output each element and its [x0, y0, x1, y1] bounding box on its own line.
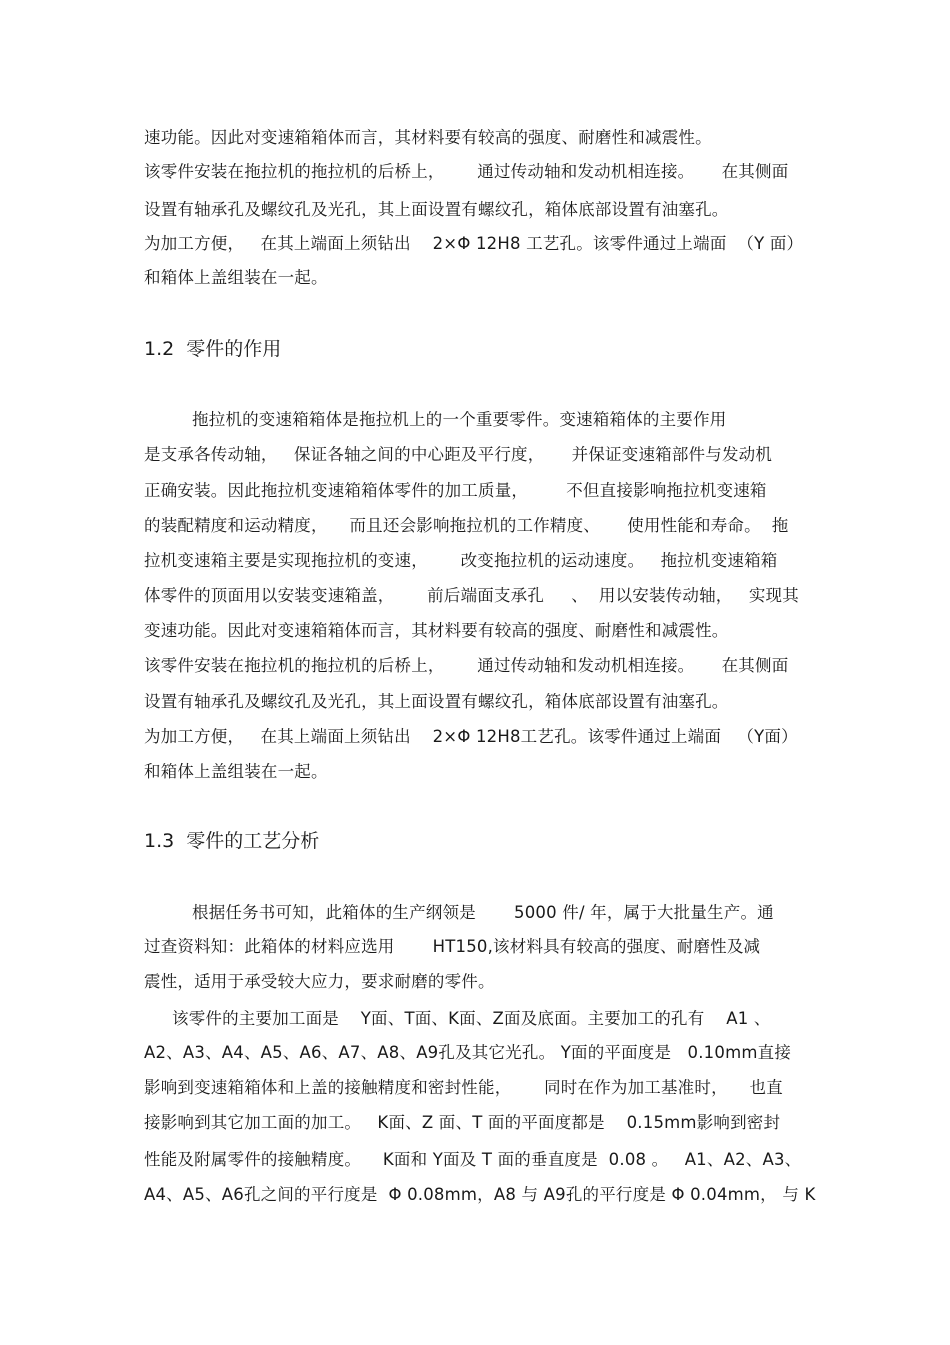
paragraph-line: A2、A3、A4、A5、A6、A7、A8、A9孔及其它光孔。 Y面的平面度是 0.10mm直接 [144, 1043, 792, 1062]
paragraph-line: 设置有轴承孔及螺纹孔及光孔，其上面设置有螺纹孔，箱体底部设置有油塞孔。 [144, 200, 729, 219]
paragraph-line: 变速功能。因此对变速箱箱体而言，其材料要有较高的强度、耐磨性和减震性。 [144, 621, 729, 640]
paragraph-line: 是支承各传动轴， 保证各轴之间的中心距及平行度， 并保证变速箱部件与发动机 [144, 445, 773, 464]
paragraph-line: 和箱体上盖组装在一起。 [144, 268, 328, 287]
paragraph-line: 拖拉机的变速箱箱体是拖拉机上的一个重要零件。变速箱箱体的主要作用 [192, 410, 727, 429]
paragraph-line: 为加工方便， 在其上端面上须钻出 2×Φ 12H8工艺孔。该零件通过上端面 （Y面） [144, 727, 798, 746]
paragraph-line: 震性，适用于承受较大应力，要求耐磨的零件。 [144, 972, 495, 991]
paragraph-line: 设置有轴承孔及螺纹孔及光孔，其上面设置有螺纹孔，箱体底部设置有油塞孔。 [144, 692, 729, 711]
paragraph-line: 的装配精度和运动精度， 而且还会影响拖拉机的工作精度、 使用性能和寿命。 拖 [144, 516, 789, 535]
paragraph-line: 性能及附属零件的接触精度。 K面和 Y面及 T 面的垂直度是 0.08 。 A1、A2、A3、 [144, 1150, 802, 1169]
paragraph-line: A4、A5、A6孔之间的平行度是 Φ 0.08mm，A8 与 A9孔的平行度是 Φ 0.04mm， 与 K [144, 1185, 816, 1204]
paragraph-line: 影响到变速箱箱体和上盖的接触精度和密封性能， 同时在作为加工基准时， 也直 [144, 1078, 783, 1097]
paragraph-line: 为加工方便， 在其上端面上须钻出 2×Φ 12H8 工艺孔。该零件通过上端面 （Y 面） [144, 234, 804, 253]
paragraph-line: 该零件安装在拖拉机的拖拉机的后桥上， 通过传动轴和发动机相连接。 在其侧面 [144, 162, 789, 181]
paragraph-line: 该零件安装在拖拉机的拖拉机的后桥上， 通过传动轴和发动机相连接。 在其侧面 [144, 656, 789, 675]
paragraph-line: 和箱体上盖组装在一起。 [144, 762, 328, 781]
paragraph-line: 过查资料知：此箱体的材料应选用 HT150,该材料具有较高的强度、耐磨性及减 [144, 937, 761, 956]
paragraph-line: 拉机变速箱主要是实现拖拉机的变速， 改变拖拉机的运动速度。 拖拉机变速箱箱 [144, 551, 778, 570]
paragraph-line: 速功能。因此对变速箱箱体而言，其材料要有较高的强度、耐磨性和减震性。 [144, 128, 712, 147]
section-heading: 1.3 零件的工艺分析 [144, 830, 320, 852]
paragraph-line: 正确安装。因此拖拉机变速箱箱体零件的加工质量， 不但直接影响拖拉机变速箱 [144, 481, 767, 500]
paragraph-line: 根据任务书可知，此箱体的生产纲领是 5000 件/ 年，属于大批量生产。通 [192, 903, 774, 922]
section-heading: 1.2 零件的作用 [144, 338, 282, 360]
paragraph-line: 体零件的顶面用以安装变速箱盖， 前后端面支承孔 、 用以安装传动轴， 实现其 [144, 586, 799, 605]
paragraph-line: 接影响到其它加工面的加工。 K面、Z 面、T 面的平面度都是 0.15mm影响到密封 [144, 1113, 781, 1132]
paragraph-line: 该零件的主要加工面是 Y面、T面、K面、Z面及底面。主要加工的孔有 A1 、 [172, 1009, 771, 1028]
